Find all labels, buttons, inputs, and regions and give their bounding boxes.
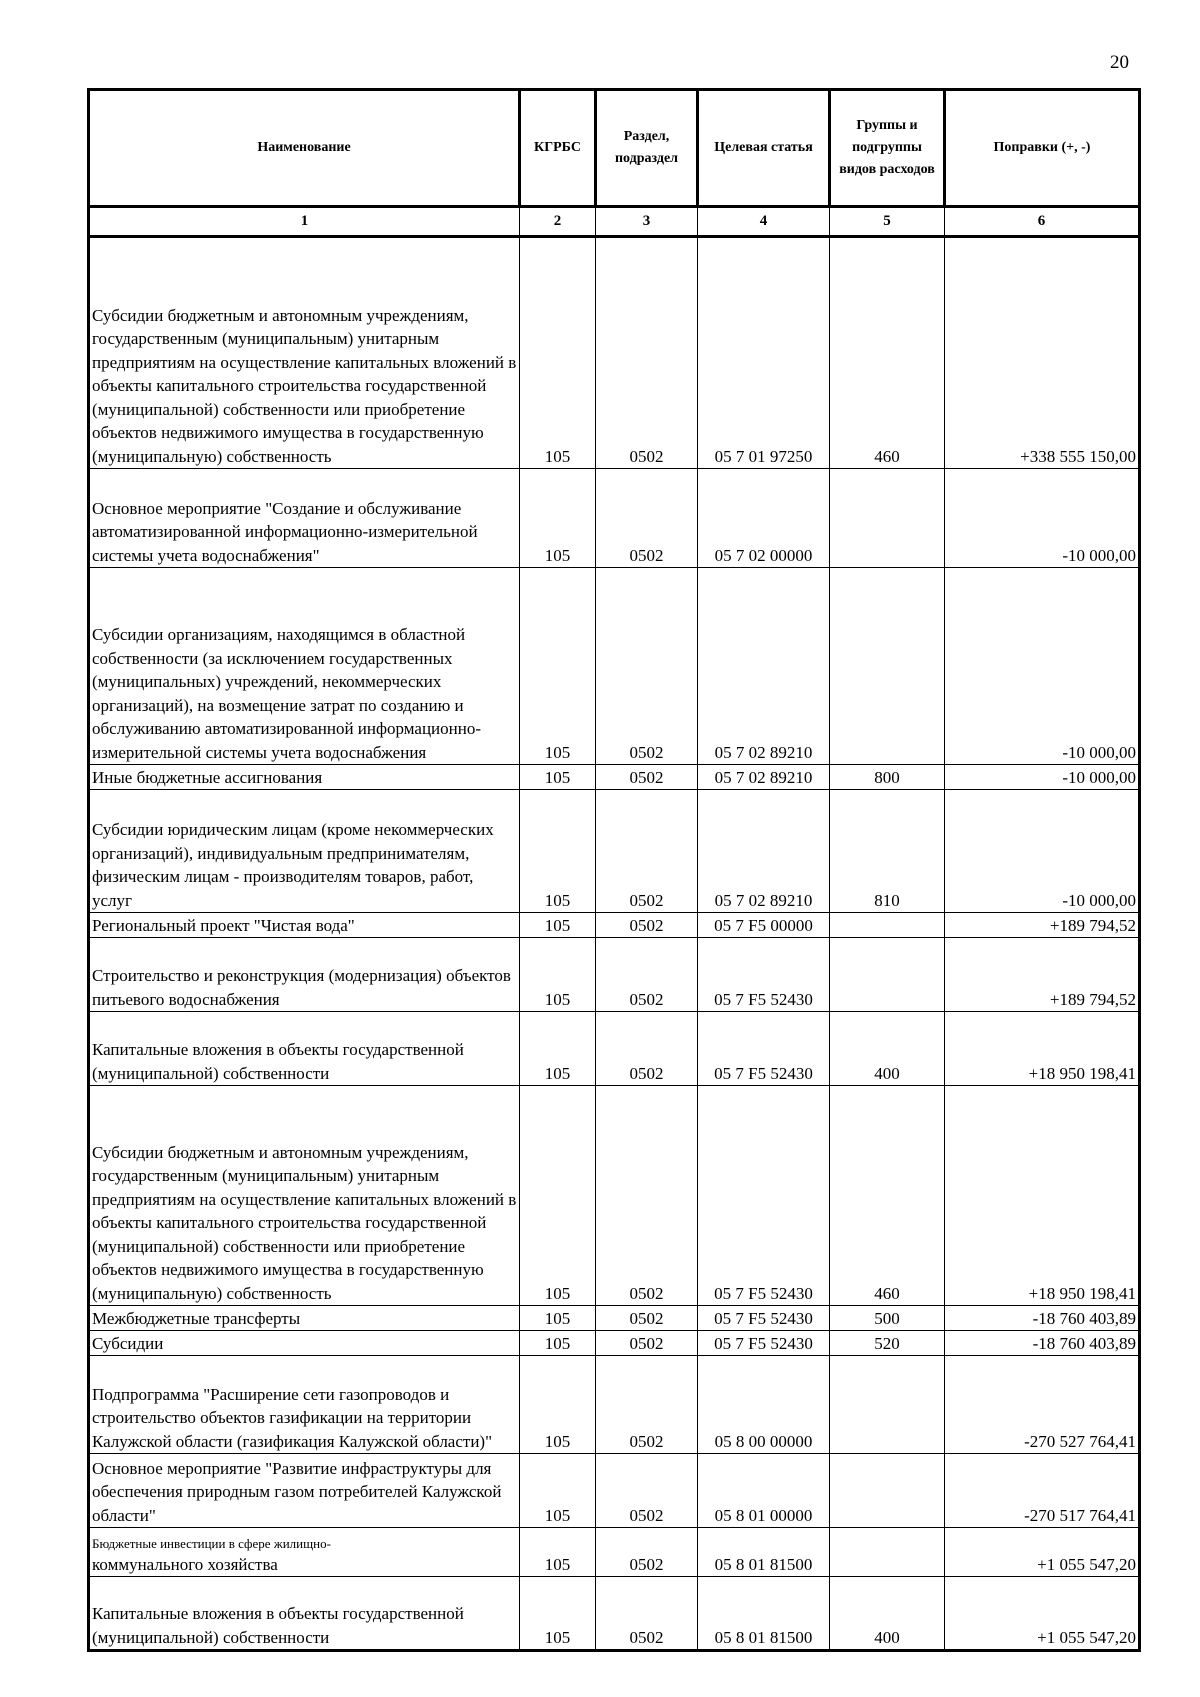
- row-target: 05 8 01 81500: [698, 1577, 830, 1651]
- row-kgrbs: 105: [520, 1086, 596, 1306]
- row-group: 400: [830, 1012, 945, 1086]
- row-razdel: 0502: [596, 938, 698, 1012]
- row-razdel: 0502: [596, 1356, 698, 1454]
- row-kgrbs: 105: [520, 938, 596, 1012]
- row-name: Региональный проект "Чистая вода": [89, 913, 520, 938]
- row-group: [830, 568, 945, 765]
- row-name: коммунального хозяйства: [92, 1554, 278, 1574]
- table-row: [89, 1012, 1140, 1086]
- row-target: 05 7 02 89210: [698, 765, 830, 790]
- row-group: 500: [830, 1306, 945, 1331]
- row-kgrbs: 105: [520, 1577, 596, 1651]
- table-row: [89, 237, 1140, 469]
- row-kgrbs: 105: [520, 790, 596, 913]
- row-target: 05 7 F5 52430: [698, 938, 830, 1012]
- row-amount: -10 000,00: [945, 568, 1140, 765]
- row-razdel: 0502: [596, 1331, 698, 1356]
- row-target: 05 8 01 00000: [698, 1454, 830, 1528]
- row-kgrbs: 105: [520, 1306, 596, 1331]
- row-target: 05 8 00 00000: [698, 1356, 830, 1454]
- table-row: [89, 469, 1140, 568]
- row-group: [830, 1356, 945, 1454]
- row-amount: -270 517 764,41: [945, 1454, 1140, 1528]
- table-row: [89, 790, 1140, 913]
- row-target: 05 7 F5 52430: [698, 1306, 830, 1331]
- row-name: Строительство и реконструкция (модернизация) объектов питьевого водоснабжения: [89, 938, 520, 1012]
- header-razdel: Раздел, подраздел: [596, 90, 698, 207]
- row-target: 05 7 02 89210: [698, 568, 830, 765]
- row-group: [830, 1454, 945, 1528]
- table-row: [89, 1306, 1140, 1331]
- column-number: 2: [520, 207, 596, 237]
- row-amount: -18 760 403,89: [945, 1306, 1140, 1331]
- row-amount: -10 000,00: [945, 469, 1140, 568]
- row-group: [830, 913, 945, 938]
- row-name: Субсидии юридическим лицам (кроме некоммерческих организаций), индивидуальным предпринимателям, физическим лицам - производителям товаров, работ, услуг: [89, 790, 520, 913]
- row-razdel: 0502: [596, 765, 698, 790]
- row-group: 800: [830, 765, 945, 790]
- table-row: [89, 938, 1140, 1012]
- row-amount: +1 055 547,20: [945, 1577, 1140, 1651]
- row-group: 460: [830, 237, 945, 469]
- row-kgrbs: 105: [520, 1012, 596, 1086]
- page-number: 20: [1110, 52, 1129, 73]
- row-name: Субсидии бюджетным и автономным учреждениям, государственным (муниципальным) унитарным предприятиям на осуществление капитальных вложений в объекты капитального строительства государственной (муниципальной) собственности или приобретение объектов недвижимого имущества в государственную (муниципальную) собственность: [89, 237, 520, 469]
- row-razdel: 0502: [596, 1528, 698, 1577]
- header-groups: Группы и подгруппы видов расходов: [830, 90, 945, 207]
- row-razdel: 0502: [596, 568, 698, 765]
- row-amount: -270 527 764,41: [945, 1356, 1140, 1454]
- row-name: Капитальные вложения в объекты государственной (муниципальной) собственности: [89, 1577, 520, 1651]
- row-amount: +189 794,52: [945, 938, 1140, 1012]
- row-razdel: 0502: [596, 1012, 698, 1086]
- row-target: 05 7 01 97250: [698, 237, 830, 469]
- row-group: [830, 469, 945, 568]
- row-target: 05 7 02 00000: [698, 469, 830, 568]
- header-amendments: Поправки (+, -): [945, 90, 1140, 207]
- row-group: 460: [830, 1086, 945, 1306]
- row-amount: -18 760 403,89: [945, 1331, 1140, 1356]
- row-razdel: 0502: [596, 1454, 698, 1528]
- row-razdel: 0502: [596, 1306, 698, 1331]
- row-amount: +18 950 198,41: [945, 1086, 1140, 1306]
- column-number-row: [89, 207, 1140, 237]
- budget-table: [87, 88, 1141, 1652]
- row-amount: +1 055 547,20: [945, 1528, 1140, 1577]
- row-razdel: 0502: [596, 790, 698, 913]
- row-amount: +189 794,52: [945, 913, 1140, 938]
- row-razdel: 0502: [596, 1577, 698, 1651]
- row-kgrbs: 105: [520, 1356, 596, 1454]
- row-target: 05 7 02 89210: [698, 790, 830, 913]
- table-row: [89, 1577, 1140, 1651]
- row-razdel: 0502: [596, 913, 698, 938]
- row-name: Субсидии бюджетным и автономным учреждениям, государственным (муниципальным) унитарным предприятиям на осуществление капитальных вложений в объекты капитального строительства государственной (муниципальной) собственности или приобретение объектов недвижимого имущества в государственную (муниципальную) собственность: [89, 1086, 520, 1306]
- table-row: [89, 913, 1140, 938]
- row-kgrbs: 105: [520, 1331, 596, 1356]
- row-target: 05 7 F5 00000: [698, 913, 830, 938]
- row-name: Иные бюджетные ассигнования: [89, 765, 520, 790]
- row-razdel: 0502: [596, 1086, 698, 1306]
- table-row: [89, 1528, 1140, 1577]
- row-name: Субсидии организациям, находящимся в областной собственности (за исключением государственных (муниципальных) учреждений, некоммерческих организаций), на возмещение затрат по созданию и обслуживанию автоматизированной информационно-измерительной системы учета водоснабжения: [89, 568, 520, 765]
- table-row: [89, 1356, 1140, 1454]
- row-name-cell: [89, 1528, 520, 1577]
- row-amount: -10 000,00: [945, 765, 1140, 790]
- header-kgrbs: КГРБС: [520, 90, 596, 207]
- row-kgrbs: 105: [520, 568, 596, 765]
- row-kgrbs: 105: [520, 469, 596, 568]
- row-razdel: 0502: [596, 469, 698, 568]
- row-group: 810: [830, 790, 945, 913]
- row-name: Субсидии: [89, 1331, 520, 1356]
- header-row: [89, 90, 1140, 207]
- table-row: [89, 1331, 1140, 1356]
- row-kgrbs: 105: [520, 765, 596, 790]
- row-kgrbs: 105: [520, 1454, 596, 1528]
- column-number: 1: [89, 207, 520, 237]
- row-amount: +338 555 150,00: [945, 237, 1140, 469]
- row-target: 05 7 F5 52430: [698, 1086, 830, 1306]
- table-row: [89, 1086, 1140, 1306]
- row-group: 400: [830, 1577, 945, 1651]
- row-amount: +18 950 198,41: [945, 1012, 1140, 1086]
- row-razdel: 0502: [596, 237, 698, 469]
- row-kgrbs: 105: [520, 237, 596, 469]
- column-number: 3: [596, 207, 698, 237]
- header-name: Наименование: [89, 90, 520, 207]
- row-name: Основное мероприятие "Развитие инфраструктуры для обеспечения природным газом потребителей Калужской области": [89, 1454, 520, 1528]
- row-name: Подпрограмма "Расширение сети газопроводов и строительство объектов газификации на территории Калужской области (газификация Калужской области)": [89, 1356, 520, 1454]
- row-target: 05 7 F5 52430: [698, 1331, 830, 1356]
- row-target: 05 7 F5 52430: [698, 1012, 830, 1086]
- row-name-small: Бюджетные инвестиции в сфере жилищно-: [92, 1535, 331, 1551]
- column-number: 6: [945, 207, 1140, 237]
- table-row: [89, 765, 1140, 790]
- row-target: 05 8 01 81500: [698, 1528, 830, 1577]
- table-row: [89, 568, 1140, 765]
- row-kgrbs: 105: [520, 1528, 596, 1577]
- row-name: Основное мероприятие "Создание и обслуживание автоматизированной информационно-измерительной системы учета водоснабжения": [89, 469, 520, 568]
- row-group: [830, 938, 945, 1012]
- column-number: 4: [698, 207, 830, 237]
- row-kgrbs: 105: [520, 913, 596, 938]
- header-target: Целевая статья: [698, 90, 830, 207]
- row-group: 520: [830, 1331, 945, 1356]
- row-name: Капитальные вложения в объекты государственной (муниципальной) собственности: [89, 1012, 520, 1086]
- column-number: 5: [830, 207, 945, 237]
- table-row: [89, 1454, 1140, 1528]
- row-group: [830, 1528, 945, 1577]
- row-name: Межбюджетные трансферты: [89, 1306, 520, 1331]
- row-amount: -10 000,00: [945, 790, 1140, 913]
